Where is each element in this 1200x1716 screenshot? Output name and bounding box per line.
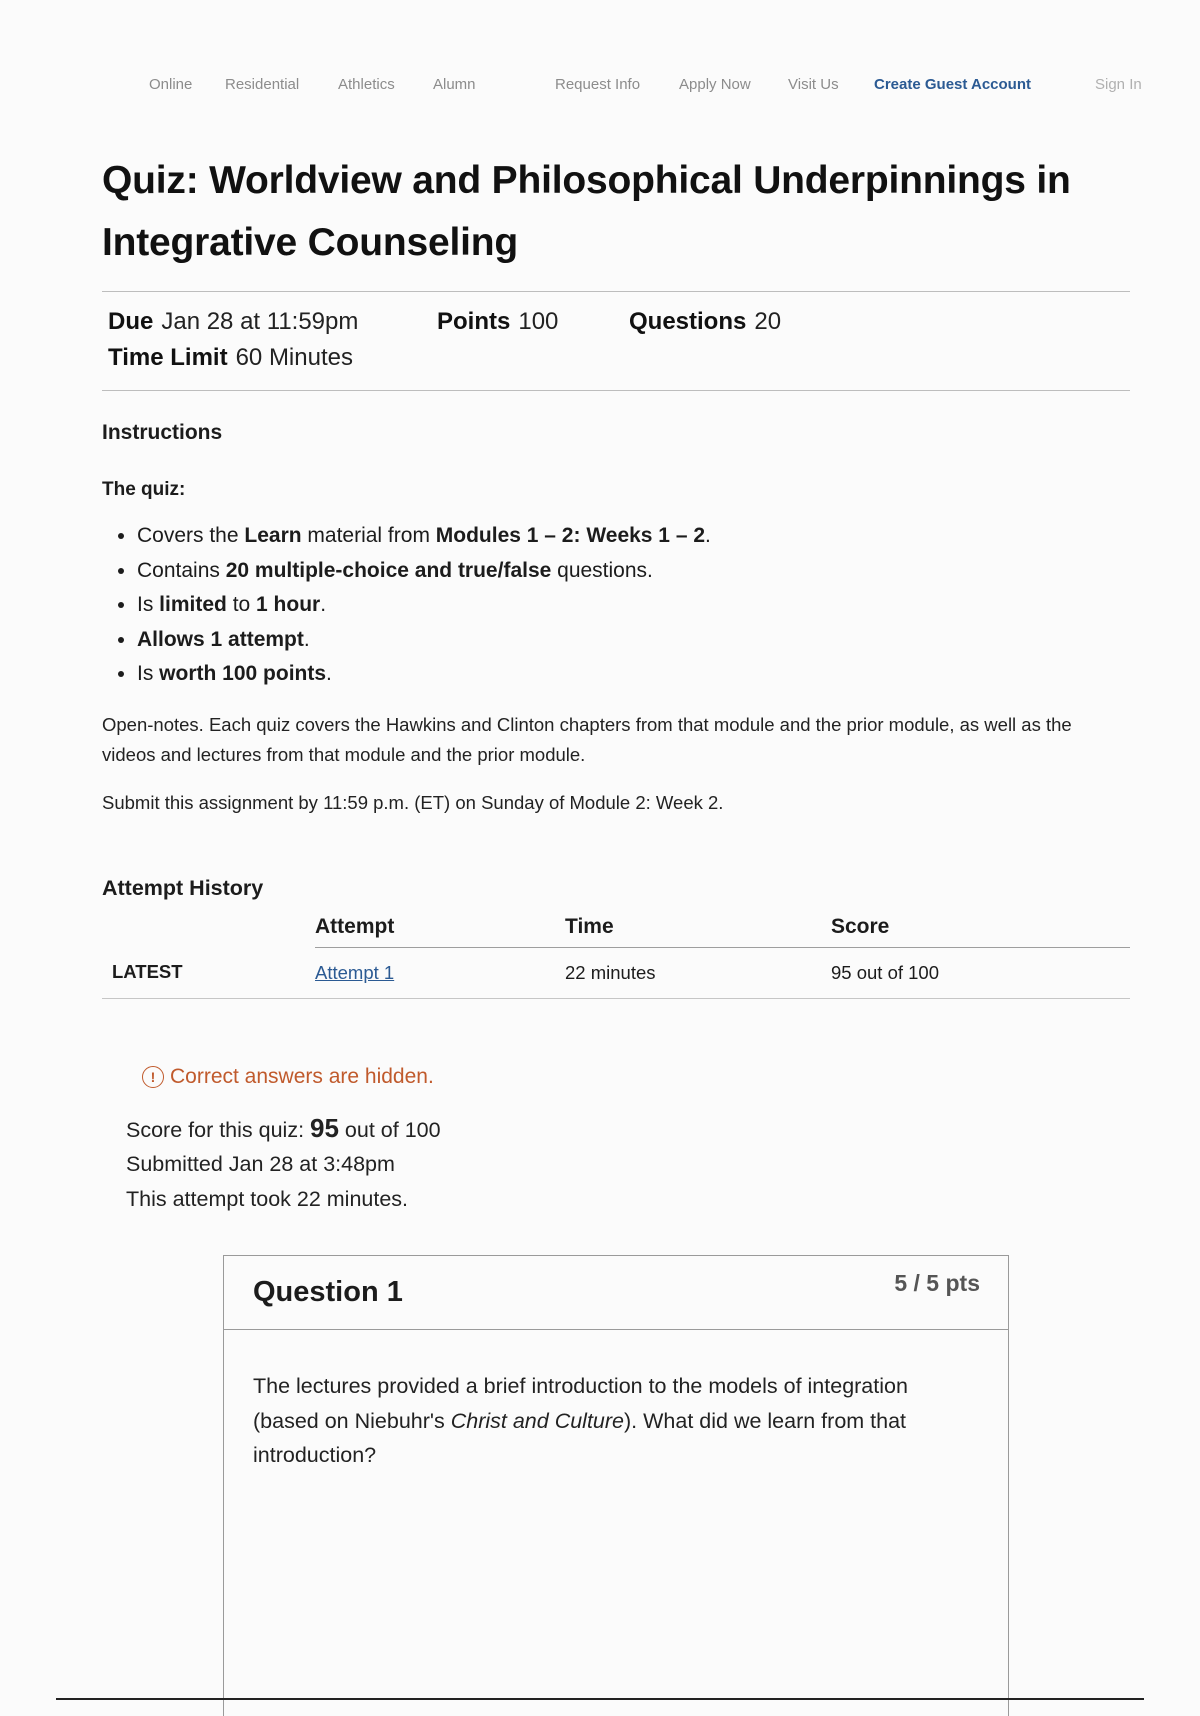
time-cell: 22 minutes	[565, 947, 831, 998]
question-text: The lectures provided a brief introduction to the models of integration (based on Niebuhr's Christ and Culture). What did we learn from that introduction?	[253, 1374, 908, 1467]
question-count	[629, 308, 781, 336]
list-item: • Is worth 100 points.	[137, 657, 1130, 692]
list-item: • Contains 20 multiple-choice and true/false questions.	[137, 554, 1130, 589]
questions-value: 20	[754, 308, 782, 335]
submitted-time: Submitted Jan 28 at 3:48pm	[126, 1152, 395, 1176]
attempt-history-heading: Attempt History	[102, 875, 264, 900]
points-label: Points	[437, 308, 511, 335]
instruction-list	[102, 519, 1130, 692]
attempt-cell	[315, 947, 565, 998]
column-header-score: Score	[831, 907, 1130, 948]
question-card	[223, 1255, 1009, 1716]
nav-link-request-info[interactable]: Request Info	[555, 76, 641, 93]
column-header-tag	[102, 907, 315, 948]
time-limit-value: 60 Minutes	[235, 344, 353, 371]
submission-deadline: Submit this assignment by 11:59 p.m. (ET) on Sunday of Module 2: Week 2.	[102, 791, 724, 813]
list-item: • Allows 1 attempt.	[137, 623, 1130, 658]
question-points: 5 / 5 pts	[894, 1270, 980, 1296]
list-item: • Covers the Learn material from Modules 1 – 2: Weeks 1 – 2.	[137, 519, 1130, 554]
answers-hidden-notice	[142, 1065, 1130, 1089]
due-value: Jan 28 at 11:59pm	[161, 308, 359, 335]
quiz-content	[102, 150, 1130, 1216]
page-title: Quiz: Worldview and Philosophical Underpinnings in Integrative Counseling	[102, 159, 1071, 264]
due-label: Due	[108, 308, 154, 335]
list-item: • Is limited to 1 hour.	[137, 588, 1130, 623]
question-header	[224, 1256, 1008, 1330]
column-header-time: Time	[565, 907, 831, 948]
instructions-notes: Open-notes. Each quiz covers the Hawkins and Clinton chapters from that module and the prior module, as well as the videos and lectures from that module and the prior module.	[102, 713, 1072, 765]
answers-hidden-text: Correct answers are hidden.	[170, 1064, 434, 1088]
attempt-history-table	[102, 907, 1130, 999]
attempt-duration: This attempt took 22 minutes.	[126, 1186, 409, 1211]
instructions-heading: Instructions	[102, 421, 223, 444]
points-value: 100	[518, 308, 559, 335]
table-row	[102, 947, 1130, 998]
quiz-score: Score for this quiz: 95 out of 100	[126, 1112, 441, 1143]
nav-link-online[interactable]: Online	[149, 76, 193, 93]
score-cell: 95 out of 100	[831, 947, 1130, 998]
time-limit-label: Time Limit	[108, 344, 228, 371]
divider	[102, 390, 1130, 391]
warning-icon: !	[142, 1066, 164, 1088]
time-limit	[108, 344, 353, 372]
points	[437, 308, 558, 336]
nav-link-visit-us[interactable]: Visit Us	[788, 76, 839, 93]
sign-in-link[interactable]: Sign In	[1095, 76, 1142, 93]
nav-link-alumni[interactable]: Alumn	[433, 76, 476, 93]
questions-label: Questions	[629, 308, 747, 335]
create-guest-account-link[interactable]: Create Guest Account	[874, 76, 1031, 93]
top-navigation	[0, 76, 1200, 100]
due-date	[108, 308, 358, 336]
attempt-1-link[interactable]: Attempt 1	[315, 961, 395, 983]
table-header-row	[102, 907, 1130, 948]
nav-link-apply-now[interactable]: Apply Now	[679, 76, 751, 93]
question-title: Question 1	[253, 1276, 403, 1308]
nav-link-athletics[interactable]: Athletics	[338, 76, 395, 93]
column-header-attempt: Attempt	[315, 907, 565, 948]
latest-badge: LATEST	[102, 947, 315, 998]
score-value: 95	[310, 1112, 339, 1143]
instructions-subheading: The quiz:	[102, 479, 186, 500]
score-summary	[126, 1111, 1130, 1217]
nav-link-residential[interactable]: Residential	[225, 76, 300, 93]
quiz-meta	[102, 292, 1130, 390]
